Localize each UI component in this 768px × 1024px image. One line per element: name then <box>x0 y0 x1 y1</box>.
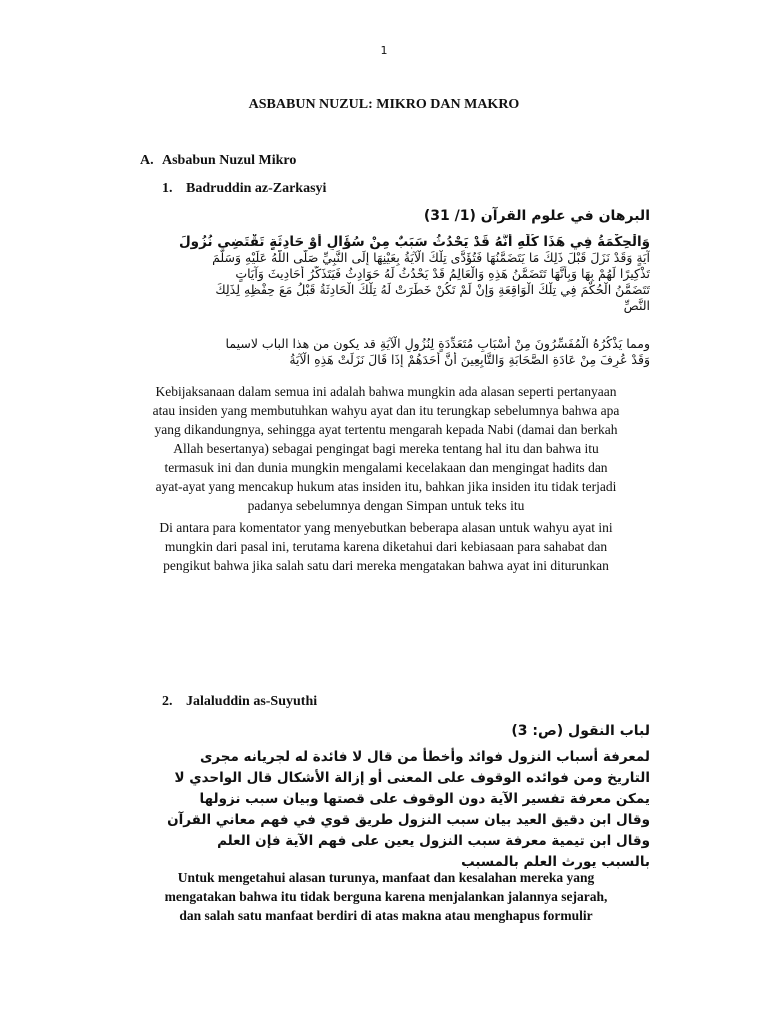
arabic-line: التاريخ ومن فوائده الوقوف على المعنى أو إزالة الأشكال قال الواحدي لا <box>174 770 650 786</box>
subsection-label: Badruddin az-Zarkasyi <box>186 181 327 196</box>
subsection-heading-1 <box>162 181 326 197</box>
translation-line: ayat-ayat yang mencakup hukum atas insiden itu, bahkan jika insiden itu tidak terjadi <box>155 479 617 494</box>
subsection-heading-2 <box>162 694 317 710</box>
arabic-line: النَّصِّ <box>623 298 650 313</box>
arabic-line: ومما يَذْكُرُهُ الْمُفَسِّرُونَ مِنْ أَسْبَابٍ مُتَعَدِّدَةٍ لِنُزُولِ الْآيَةِ قد يكون من هذا الباب لاسيما <box>225 336 650 351</box>
arabic-line: يمكن معرفة تفسير الآية دون الوقوف على قصتها وبيان سبب نزولها <box>199 791 650 807</box>
translation-line: Di antara para komentator yang menyebutkan beberapa alasan untuk wahyu ayat ini <box>159 520 613 535</box>
translation-line: Allah besertanya) sebagai pengingat bagi mereka tentang hal itu dan bahwa itu <box>173 441 599 456</box>
page-number: 1 <box>380 44 388 57</box>
arabic-quote-1 <box>128 234 650 314</box>
arabic-line: تَذْكِيرًا لَهُمْ بِهَا وَبِأَنَّهَا تَتَضَمَّنُ هَذِهِ وَالْعَالِمُ قَدْ يَحْدُثُ لَهُ حَوَادِثُ فَيَتَذَكَّرُ أَحَادِيثَ وَآيَاتٍ <box>235 266 650 281</box>
source-citation-2: لباب النقول (ص: 3) <box>511 723 650 739</box>
arabic-line: وَالْحِكْمَةُ فِي هَذَا كُلِّهِ أَنَّهُ قَدْ يَحْدُثُ سَبَبٌ مِنْ سُؤَالٍ أَوْ حَادِثَةٍ تَقْتَضِي نُزُولَ <box>178 234 650 250</box>
translation-line: Kebijaksanaan dalam semua ini adalah bahwa mungkin ada alasan seperti pertanyaan <box>155 384 617 399</box>
arabic-line: لمعرفة أسباب النزول فوائد وأخطأ من قال لا فائدة له لجريانه مجرى <box>199 749 650 765</box>
arabic-line: وقال ابن تيمية معرفة سبب النزول يعين على فهم الآية فإن العلم <box>217 833 650 849</box>
arabic-line: آيَةٍ وَقَدْ نَزَلَ قَبْلَ ذَلِكَ مَا يَتَضَمَّنُهَا فَتُؤَدَّى تِلْكَ الْآيَةُ بِعَيْنِهَا إِلَى النَّبِيِّ صَلَّى اللَّهُ عَلَيْهِ وَسَلَّمَ <box>212 250 650 265</box>
subsection-marker: 1. <box>162 181 173 196</box>
arabic-line: تَتَضَمَّنُ الْحُكْمَ فِي تِلْكَ الْوَاقِعَةِ وَإِنْ لَمْ تَكُنْ خَطَرَتْ لَهُ تِلْكَ الْحَادِثَةُ قَبْلُ مَعَ حِفْظِهِ لِذَلِكَ <box>215 282 650 297</box>
arabic-line: بالسبب يورث العلم بالمسبب <box>461 854 650 870</box>
arabic-line: وقال ابن دقيق العيد بيان سبب النزول طريق قوي في فهم معاني القرآن <box>167 812 650 828</box>
translation-line: atau insiden yang membutuhkan wahyu ayat dan itu terungkap sebelumnya bahwa apa <box>152 403 620 418</box>
arabic-quote-2 <box>128 336 650 368</box>
translation-line: padanya sebelumnya dengan Simpan untuk teks itu <box>247 498 525 513</box>
arabic-quote-3 <box>128 747 650 873</box>
page-title: ASBABUN NUZUL: MIKRO DAN MAKRO <box>248 97 520 112</box>
section-label: Asbabun Nuzul Mikro <box>162 153 297 168</box>
translation-line: yang dikandungnya, sehingga ayat tertentu mengarah kepada Nabi (damai dan berkah <box>154 422 618 437</box>
translation-line: termasuk ini dan dunia mungkin mengalami kecelakaan dan mengingat hadits dan <box>164 460 608 475</box>
subsection-label: Jalaluddin as-Suyuthi <box>186 694 318 709</box>
source-citation-1: البرهان في علوم القرآن (1/ 31) <box>423 208 650 224</box>
translation-line: Untuk mengetahui alasan turunya, manfaat dan kesalahan mereka yang <box>177 870 595 885</box>
translation-paragraph-3 <box>114 868 658 925</box>
section-marker: A. <box>140 153 154 168</box>
subsection-marker: 2. <box>162 694 173 709</box>
translation-paragraph-1 <box>114 382 658 515</box>
translation-line: pengikut bahwa jika salah satu dari mereka mengatakan bahwa ayat ini diturunkan <box>163 558 609 573</box>
translation-line: mengatakan bahwa itu tidak berguna karena menjalankan jalannya sejarah, <box>164 889 608 904</box>
translation-paragraph-2 <box>114 518 658 575</box>
translation-line: mungkin dari pasal ini, terutama karena diketahui dari kebiasaan para sahabat dan <box>164 539 608 554</box>
arabic-line: وَقَدْ عُرِفَ مِنْ عَادَةِ الصَّحَابَةِ وَالتَّابِعِينَ أَنَّ أَحَدَهُمْ إِذَا قَالَ نَزَلَتْ هَذِهِ الْآيَةُ <box>289 352 650 367</box>
translation-line: dan salah satu manfaat berdiri di atas makna atau menghapus formulir <box>179 908 593 923</box>
section-heading-a <box>140 153 296 169</box>
